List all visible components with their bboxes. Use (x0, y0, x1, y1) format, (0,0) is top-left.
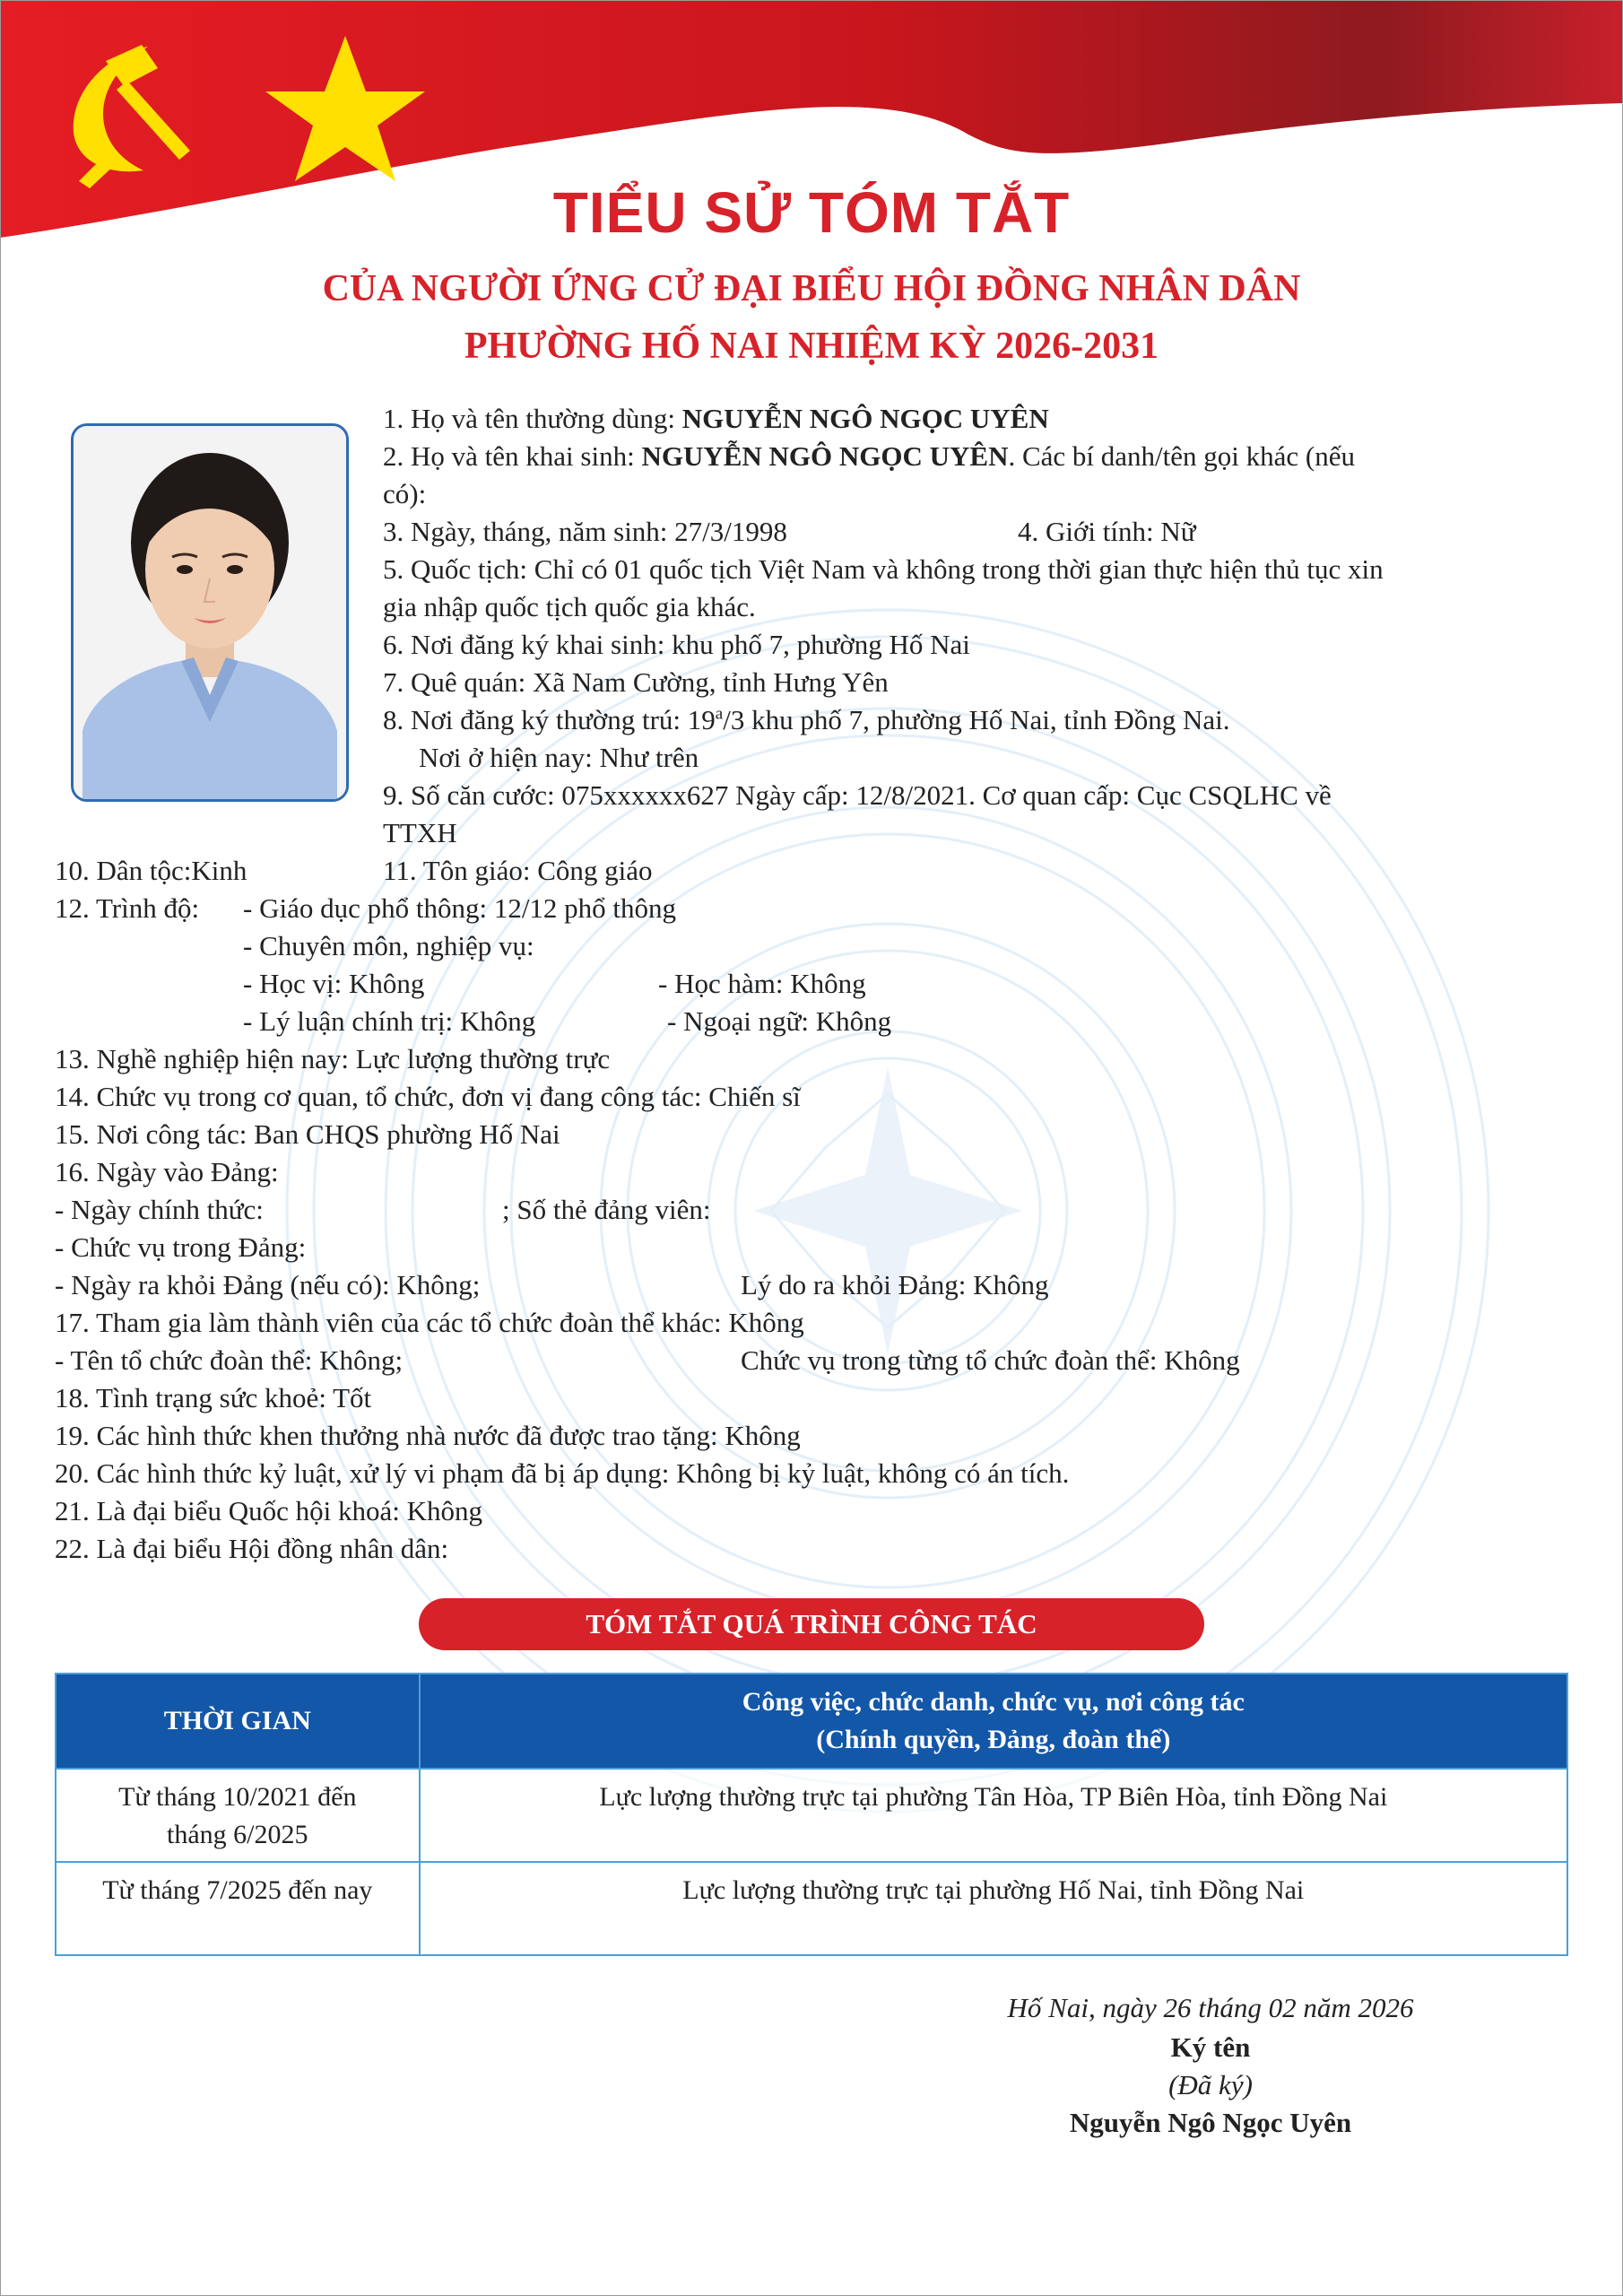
ethnicity: 10. Dân tộc:Kinh (55, 855, 247, 886)
time-line-2: tháng 6/2025 (167, 1820, 308, 1849)
organization-position: Chức vụ trong từng tổ chức đoàn thể: Không (741, 1344, 1240, 1376)
table-row (56, 1862, 1567, 1955)
gender: 4. Giới tính: Nữ (1018, 516, 1196, 547)
education-label: 12. Trình độ: (55, 892, 200, 924)
organization-name: - Tên tổ chức đoàn thể: Không; (55, 1344, 404, 1376)
id-card-line-1: 9. Số căn cước: 075xxxxxx627 Ngày cấp: 12/8/2021. Cơ quan cấp: Cục CSQLHC về (383, 779, 1332, 811)
table-cell-time (56, 1769, 420, 1862)
birth-name-label: 2. Họ và tên khai sinh: (383, 440, 642, 472)
academic-degree: - Học vị: Không (243, 968, 425, 999)
aliases-label: . Các bí danh/tên gọi khác (nếu (1008, 440, 1356, 472)
current-residence: Nơi ở hiện nay: Như trên (419, 742, 699, 773)
peoples-council-delegate: 22. Là đại biểu Hội đồng nhân dân: (55, 1533, 449, 1564)
disciplinary-actions: 20. Các hình thức kỷ luật, xử lý vi phạm đã bị áp dụng: Không bị kỷ luật, không có án tích. (55, 1457, 1070, 1489)
id-card-line-2: TTXH (383, 817, 457, 848)
permanent-residence (383, 701, 1230, 739)
place-and-date: Hố Nai, ngày 26 tháng 02 năm 2026 (1007, 1992, 1414, 2023)
candidate-photo (71, 423, 349, 802)
birth-date: 3. Ngày, tháng, năm sinh: 27/3/1998 (383, 516, 787, 547)
nationality-line-2: gia nhập quốc tịch quốc gia khác. (383, 591, 756, 622)
signature-label: Ký tên (1170, 2031, 1251, 2063)
column-header-description (420, 1674, 1567, 1769)
permanent-residence-post: /3 khu phố 7, phường Hố Nai, tỉnh Đồng Nai. (723, 704, 1230, 735)
nationality-line-1: 5. Quốc tịch: Chỉ có 01 quốc tịch Việt Nam và không trong thời gian thực hiện thủ tục xin (383, 553, 1384, 585)
permanent-residence-pre: 8. Nơi đăng ký thường trú: 19 (383, 704, 716, 735)
table-row (56, 1769, 1567, 1862)
birth-name-value: NGUYỄN NGÔ NGỌC UYÊN (641, 440, 1009, 472)
time-line-1: Từ tháng 7/2025 đến nay (102, 1875, 373, 1905)
political-theory: - Lý luận chính trị: Không (243, 1005, 536, 1037)
document-subtitle-2: PHƯỜNG HỐ NAI NHIỆM KỲ 2026-2031 (464, 326, 1159, 367)
professional-expertise: - Chuyên môn, nghiệp vụ: (243, 930, 534, 961)
workplace: 15. Nơi công tác: Ban CHQS phường Hố Nai (55, 1118, 560, 1150)
party-leave-date: - Ngày ra khỏi Đảng (nếu có): Không; (55, 1269, 481, 1300)
table-header-row (56, 1674, 1567, 1769)
work-history-table (55, 1673, 1568, 1956)
portrait-image (74, 426, 346, 799)
party-emblem-icon (54, 27, 430, 188)
time-line-1: Từ tháng 10/2021 đến (118, 1782, 357, 1812)
party-leave-reason: Lý do ra khỏi Đảng: Không (741, 1269, 1049, 1300)
document-title: TIỂU SỬ TÓM TẮT (552, 180, 1071, 245)
general-education: - Giáo dục phổ thông: 12/12 phổ thông (243, 892, 677, 924)
column-header-description-line-1: Công việc, chức danh, chức vụ, nơi công tác (742, 1687, 1245, 1717)
permanent-residence-sup: a (715, 704, 724, 724)
info-line-1 (383, 400, 1049, 438)
table-cell-time (56, 1862, 420, 1955)
table-cell-description: Lực lượng thường trực tại phường Hố Nai, tỉnh Đồng Nai (420, 1862, 1567, 1955)
birth-registration-place: 6. Nơi đăng ký khai sinh: khu phố 7, phường Hố Nai (383, 629, 970, 660)
column-header-description-line-2: (Chính quyền, Đảng, đoàn thể) (816, 1725, 1171, 1754)
religion: 11. Tôn giáo: Công giáo (383, 855, 653, 886)
party-official-date: - Ngày chính thức: (55, 1194, 264, 1225)
work-history-section-title: TÓM TẮT QUÁ TRÌNH CÔNG TÁC (419, 1598, 1204, 1650)
table-cell-description: Lực lượng thường trực tại phường Tân Hòa, TP Biên Hòa, tỉnh Đồng Nai (420, 1769, 1567, 1862)
party-position: - Chức vụ trong Đảng: (55, 1231, 307, 1263)
hometown: 7. Quê quán: Xã Nam Cường, tỉnh Hưng Yên (383, 666, 889, 698)
info-line-2 (383, 438, 1355, 475)
foreign-language: - Ngoại ngữ: Không (667, 1005, 892, 1037)
common-name-label: 1. Họ và tên thường dùng: (383, 403, 682, 434)
signed-note: (Đã ký) (1168, 2069, 1253, 2100)
current-position: 14. Chức vụ trong cơ quan, tổ chức, đơn vị đang công tác: Chiến sĩ (55, 1081, 801, 1112)
other-organizations: 17. Tham gia làm thành viên của các tổ chức đoàn thể khác: Không (55, 1307, 804, 1338)
party-admission-date: 16. Ngày vào Đảng: (55, 1156, 279, 1187)
health-status: 18. Tình trạng sức khoẻ: Tốt (55, 1382, 372, 1413)
info-line-2b: có): (383, 478, 427, 509)
national-assembly-delegate: 21. Là đại biểu Quốc hội khoá: Không (55, 1495, 482, 1526)
current-occupation: 13. Nghề nghiệp hiện nay: Lực lượng thường trực (55, 1043, 611, 1074)
academic-title: - Học hàm: Không (658, 968, 866, 999)
common-name-value: NGUYỄN NGÔ NGỌC UYÊN (681, 403, 1049, 434)
document-subtitle-1: CỦA NGƯỜI ỨNG CỬ ĐẠI BIỂU HỘI ĐỒNG NHÂN DÂN (322, 268, 1301, 309)
awards: 19. Các hình thức khen thưởng nhà nước đã được trao tặng: Không (55, 1420, 801, 1451)
column-header-time: THỜI GIAN (56, 1674, 420, 1769)
party-card-number: ; Số thẻ đảng viên: (502, 1194, 711, 1225)
signer-name: Nguyễn Ngô Ngọc Uyên (1069, 2107, 1352, 2138)
